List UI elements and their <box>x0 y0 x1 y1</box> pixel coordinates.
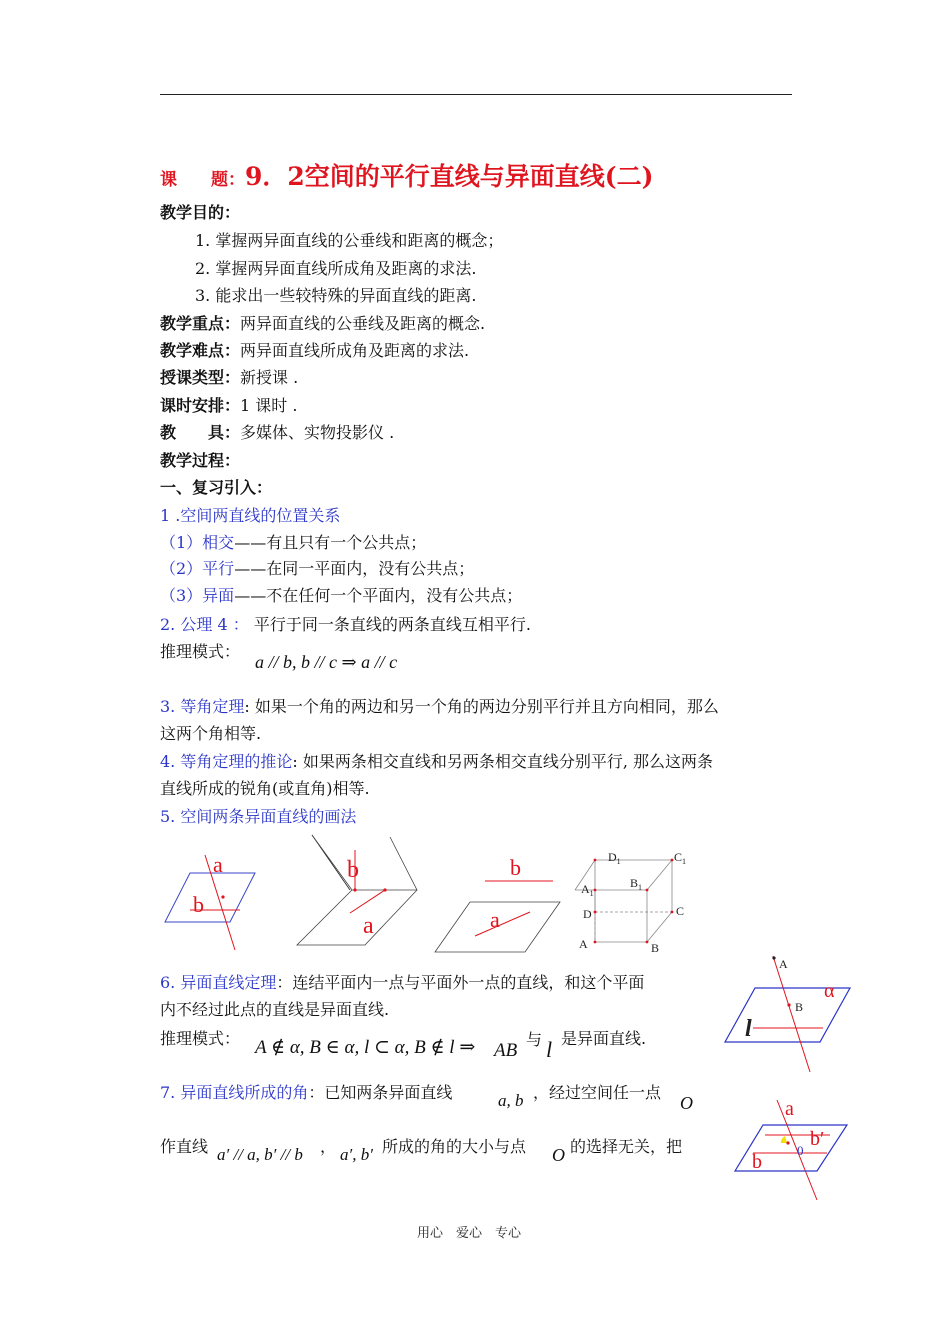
meta-hours: 课时安排：1 课时 . <box>160 396 298 415</box>
svg-text:A: A <box>579 937 588 951</box>
fig-label-b: b <box>752 1151 762 1173</box>
title-label: 课 题： <box>160 170 245 190</box>
fig-label-b: b <box>193 892 204 917</box>
meta-tools: 教 具：多媒体、实物投影仪 . <box>160 423 395 442</box>
process-heading: 教学过程： <box>160 451 241 470</box>
item3-line1: 3. 等角定理: 如果一个角的两边和另一个角的两边分别平行并且方向相同，那么 <box>160 697 719 716</box>
title-text: 9．2空间的平行直线与异面直线(二) <box>245 162 654 191</box>
item6-l: l <box>546 1037 553 1062</box>
goals-heading: 教学目的： <box>160 203 241 222</box>
lesson-title <box>160 157 653 193</box>
page-footer: 用心 爱心 专心 <box>417 1226 522 1241</box>
svg-text:D: D <box>583 907 592 921</box>
item6-yu: 与 <box>526 1030 543 1049</box>
meta-key-point: 教学重点：两异面直线的公垂线及距离的概念. <box>160 314 486 333</box>
item7-formula1: a′ // a, b′ // b <box>217 1145 303 1164</box>
figure-skew-lines-2 <box>295 835 420 950</box>
figure-skew-lines-1 <box>160 845 260 955</box>
svg-text:C1: $C_1$ <box>674 850 687 866</box>
item7-line2a: 作直线 <box>160 1137 209 1156</box>
item6-tail: 是异面直线. <box>561 1029 647 1048</box>
header-rule <box>160 94 792 95</box>
fig-label-B: B <box>795 1000 804 1014</box>
figure-skew-angle <box>735 1095 855 1205</box>
fig-label-a: a <box>785 1098 794 1120</box>
item5-heading: 5. 空间两条异面直线的画法 <box>160 807 357 826</box>
item3-line2: 这两个角相等. <box>160 724 262 743</box>
figure-cube <box>575 845 695 960</box>
fig-label-o: 0 <box>797 1143 804 1158</box>
svg-text:B: B <box>651 941 660 955</box>
meta-type: 授课类型：新授课 . <box>160 368 299 387</box>
figure-skew-lines-3 <box>435 850 565 955</box>
item2-line: 2. 公理 4 ： 平行于同一条直线的两条直线互相平行. <box>160 615 531 634</box>
goal-item: 1. 掌握两异面直线的公垂线和距离的概念； <box>195 231 504 250</box>
item4-line2: 直线所成的锐角(或直角)相等. <box>160 779 370 798</box>
item1-line: （3）异面——不在任何一个平面内，没有公共点； <box>160 586 523 605</box>
item7-text2: ，经过空间任一点 <box>533 1083 662 1102</box>
item7-line2c: 的选择无关，把 <box>570 1137 683 1156</box>
item7-O2: O <box>552 1145 565 1165</box>
fig-label-a: a <box>490 907 500 932</box>
item2-formula: a // b, b // c ⇒ a // c <box>255 652 398 672</box>
fig-label-alpha: α <box>824 980 835 1002</box>
item6-ab: AB <box>494 1040 518 1061</box>
svg-text:C: C <box>676 904 685 918</box>
item7-formula2: a′, b′ <box>340 1145 373 1164</box>
svg-text:D1: $D_1$ <box>608 850 621 866</box>
fig-label-b: b <box>347 857 359 883</box>
item6-line2: 内不经过此点的直线是异面直线. <box>160 1000 390 1019</box>
item1-line: （2）平行——在同一平面内，没有公共点； <box>160 559 475 578</box>
item2-mode-label: 推理模式： <box>160 642 241 661</box>
svg-text:A1: $A_1$ <box>581 882 594 898</box>
section-heading: 一、复习引入： <box>160 478 273 497</box>
fig-label-l: l <box>745 1016 752 1042</box>
item4-line1: 4. 等角定理的推论: 如果两条相交直线和另两条相交直线分别平行, 那么这两条 <box>160 752 714 771</box>
fig-label-a: a <box>213 852 223 877</box>
fig-label-bprime: b′ <box>810 1128 825 1150</box>
fig-label-A: A <box>779 957 788 971</box>
item6-formula: A ∉ α, B ∈ α, l ⊂ α, B ∉ l ⇒ <box>255 1037 476 1058</box>
item7-O: O <box>680 1093 693 1113</box>
svg-text:B1: $B_1$ <box>630 876 643 892</box>
item6-line1: 6. 异面直线定理：连结平面内一点与平面外一点的直线，和这个平面 <box>160 973 645 992</box>
item6-mode-label: 推理模式： <box>160 1029 241 1048</box>
item1-heading: 1 .空间两直线的位置关系 <box>160 506 341 525</box>
item7-line1: 7. 异面直线所成的角：已知两条异面直线 <box>160 1083 453 1102</box>
meta-difficulty: 教学难点：两异面直线所成角及距离的求法. <box>160 341 470 360</box>
item7-comma: ， <box>320 1137 337 1156</box>
item7-line2b: 所成的角的大小与点 <box>382 1137 527 1156</box>
item1-line: （1）相交——有且只有一个公共点； <box>160 533 427 552</box>
fig-label-b: b <box>510 855 521 880</box>
item7-ab: a, b <box>498 1091 524 1110</box>
goal-item: 2. 掌握两异面直线所成角及距离的求法. <box>195 259 477 278</box>
fig-label-a: a <box>363 913 374 939</box>
goal-item: 3. 能求出一些较特殊的异面直线的距离. <box>195 286 477 305</box>
figure-skew-theorem <box>725 950 855 1075</box>
